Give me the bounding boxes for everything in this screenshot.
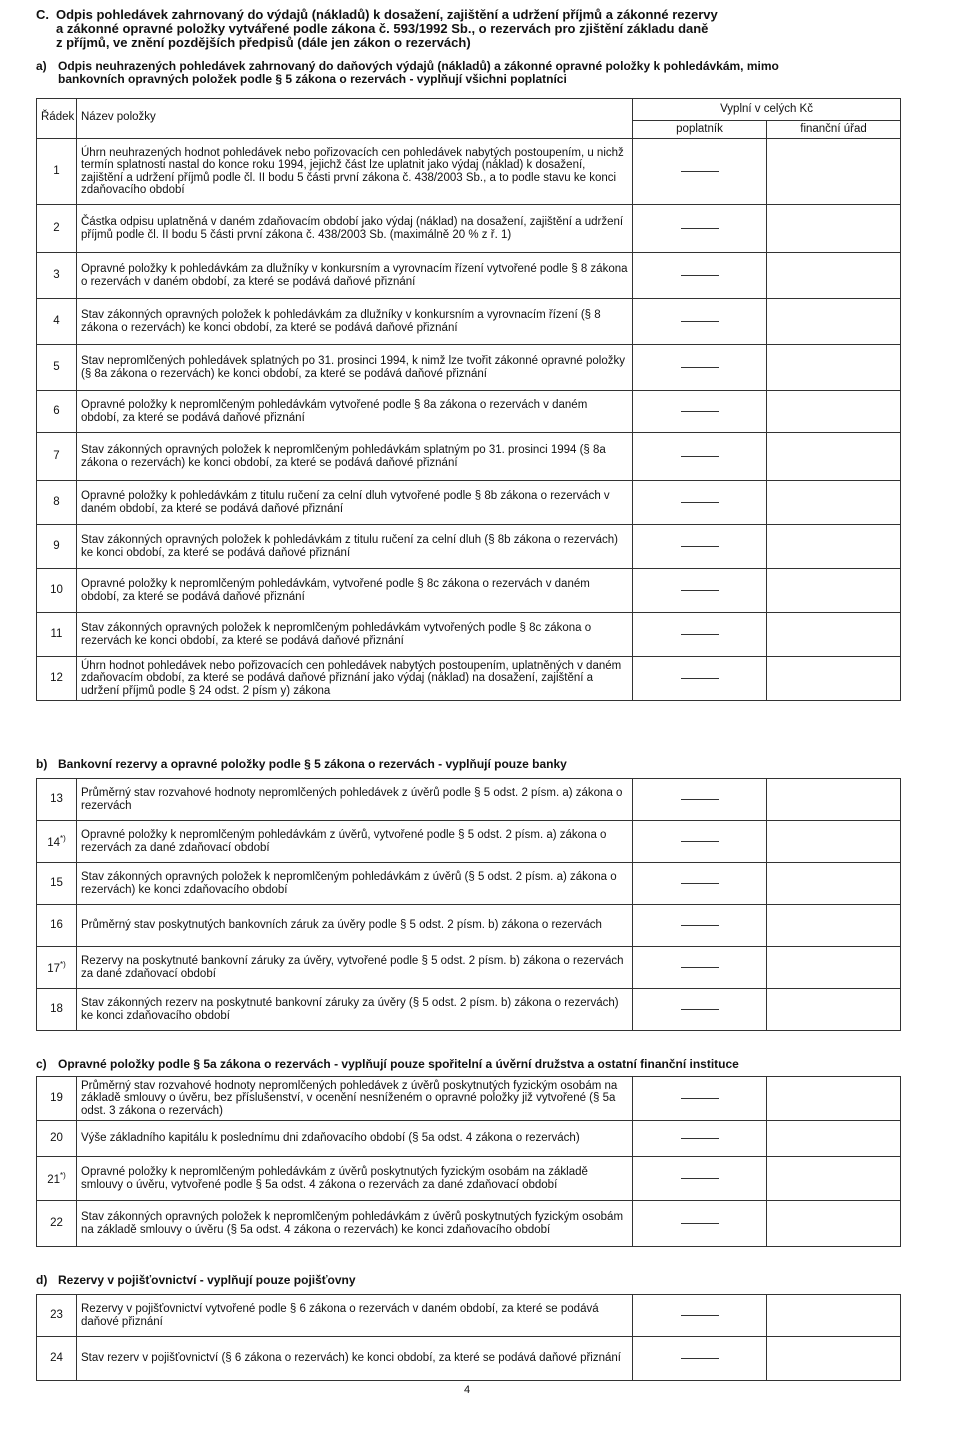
- table-section-d: [36, 1294, 901, 1381]
- row-description: Průměrný stav rozvahové hodnoty nepromlčených pohledávek z úvěrů podle § 5 odst. 2 písm. a) zákona o rezervách: [77, 779, 633, 821]
- table-row: [37, 1295, 901, 1337]
- poplatnik-value-field[interactable]: [633, 433, 767, 481]
- table-row: [37, 433, 901, 481]
- row-description: Stav nepromlčených pohledávek splatných po 31. prosinci 1994, k nimž lze tvořit zákonné opravné položky (§ 8a zákona o rezervách) ke konci období, za které se podává daňové přiznání: [77, 345, 633, 391]
- section-letter: c): [36, 1057, 47, 1071]
- poplatnik-value-field[interactable]: [633, 1077, 767, 1121]
- row-description: Výše základního kapitálu k poslednímu dni zdaňovacího období (§ 5a odst. 4 zákona o rezervách): [77, 1121, 633, 1157]
- section-c-header: [36, 8, 936, 50]
- row-number-value: 22: [50, 1217, 63, 1230]
- row-number: [37, 433, 77, 481]
- header-line-3: z příjmů, ve znění pozdějších předpisů (dále jen zákon o rezervách): [56, 35, 471, 50]
- row-number: [37, 345, 77, 391]
- poplatnik-value-field[interactable]: [633, 299, 767, 345]
- row-number: [37, 525, 77, 569]
- row-number: [37, 299, 77, 345]
- poplatnik-value-field[interactable]: [633, 1337, 767, 1381]
- row-number: [37, 1121, 77, 1157]
- financni-urad-value-field: [767, 569, 901, 613]
- table-section-a: [36, 98, 901, 701]
- row-number: [37, 657, 77, 701]
- row-number: [37, 989, 77, 1031]
- financni-urad-value-field: [767, 139, 901, 205]
- table-section-b: [36, 778, 901, 1031]
- row-number-value: 17: [47, 963, 60, 976]
- blank-line: [681, 367, 719, 368]
- poplatnik-value-field[interactable]: [633, 481, 767, 525]
- table-row: [37, 947, 901, 989]
- blank-line: [681, 967, 719, 968]
- table-row: [37, 391, 901, 433]
- financni-urad-value-field: [767, 1121, 901, 1157]
- row-number-value: 10: [50, 584, 63, 597]
- table-row: [37, 205, 901, 253]
- row-number-value: 13: [50, 793, 63, 806]
- poplatnik-value-field[interactable]: [633, 391, 767, 433]
- blank-line: [681, 228, 719, 229]
- financni-urad-value-field: [767, 1295, 901, 1337]
- row-description: Stav zákonných opravných položek k pohledávkám za dlužníky v konkursním a vyrovnacím řízení (§ 8 zákona o rezervách) ke konci období, za které se podává daňové přiznání: [77, 299, 633, 345]
- col-header-poplatnik: poplatník: [633, 121, 767, 139]
- poplatnik-value-field[interactable]: [633, 253, 767, 299]
- row-number: [37, 863, 77, 905]
- section-c-text: Opravné položky podle § 5a zákona o rezervách - vyplňují pouze spořitelní a úvěrní družstva a ostatní finanční instituce: [58, 1057, 739, 1071]
- row-description: Rezervy na poskytnuté bankovní záruky za úvěry, vytvořené podle § 5 odst. 2 písm. b) zákona o rezervách za dané zdaňovací období: [77, 947, 633, 989]
- row-number-value: 3: [53, 269, 60, 282]
- col-header-radek: Řádek: [37, 99, 77, 139]
- row-footnote-mark: *): [60, 960, 66, 970]
- row-footnote-mark: *): [60, 1171, 66, 1181]
- row-number-value: 4: [53, 315, 60, 328]
- table-row: [37, 525, 901, 569]
- financni-urad-value-field: [767, 205, 901, 253]
- row-number: [37, 779, 77, 821]
- section-letter: b): [36, 757, 48, 771]
- blank-line: [681, 590, 719, 591]
- blank-line: [681, 634, 719, 635]
- financni-urad-value-field: [767, 863, 901, 905]
- row-number-value: 23: [50, 1309, 63, 1322]
- section-a-line-2: bankovních opravných položek podle § 5 zákona o rezervách - vyplňují všichni poplatníci: [58, 72, 567, 86]
- table-row: [37, 1337, 901, 1381]
- blank-line: [681, 1178, 719, 1179]
- poplatnik-value-field[interactable]: [633, 139, 767, 205]
- row-number-value: 18: [50, 1003, 63, 1016]
- financni-urad-value-field: [767, 657, 901, 701]
- blank-line: [681, 456, 719, 457]
- table-row: [37, 863, 901, 905]
- blank-line: [681, 546, 719, 547]
- row-number: [37, 205, 77, 253]
- table-row: [37, 345, 901, 391]
- row-number: [37, 139, 77, 205]
- financni-urad-value-field: [767, 989, 901, 1031]
- row-number: [37, 1157, 77, 1201]
- row-description: Opravné položky k pohledávkám za dlužníky v konkursním a vyrovnacím řízení vytvořené podle § 8 zákona o rezervách v daném období, za které se podává daňové přiznání: [77, 253, 633, 299]
- row-number-value: 24: [50, 1352, 63, 1365]
- row-number-value: 1: [53, 165, 60, 178]
- blank-line: [681, 1138, 719, 1139]
- blank-line: [681, 502, 719, 503]
- financni-urad-value-field: [767, 253, 901, 299]
- poplatnik-value-field[interactable]: [633, 613, 767, 657]
- row-description: Stav zákonných opravných položek k nepromlčeným pohledávkám vytvořených podle § 8c zákona o rezervách ke konci období, za které se podává daňové přiznání: [77, 613, 633, 657]
- section-a-title: [36, 60, 916, 86]
- poplatnik-value-field[interactable]: [633, 989, 767, 1031]
- financni-urad-value-field: [767, 433, 901, 481]
- table-section-c: [36, 1076, 901, 1247]
- table-row: [37, 1201, 901, 1247]
- poplatnik-value-field[interactable]: [633, 863, 767, 905]
- blank-line: [681, 925, 719, 926]
- row-number: [37, 253, 77, 299]
- poplatnik-value-field[interactable]: [633, 657, 767, 701]
- poplatnik-value-field[interactable]: [633, 779, 767, 821]
- page-number: 4: [464, 1384, 471, 1396]
- row-description: Opravné položky k pohledávkám z titulu ručení za celní dluh vytvořené podle § 8b zákona o rezervách v daném období, za které se podává daňové přiznání: [77, 481, 633, 525]
- col-header-vyplni: Vyplní v celých Kč: [633, 99, 901, 121]
- row-number: [37, 1337, 77, 1381]
- poplatnik-value-field[interactable]: [633, 821, 767, 863]
- row-number-value: 6: [53, 405, 60, 418]
- row-description: Částka odpisu uplatněná v daném zdaňovacím období jako výdaj (náklad) na dosažení, zajištění a udržení příjmů podle čl. II bodu 5 části první zákona č. 438/2003 Sb. (maximálně 20 % z ř. 1): [77, 205, 633, 253]
- blank-line: [681, 1223, 719, 1224]
- row-number-value: 8: [53, 496, 60, 509]
- poplatnik-value-field[interactable]: [633, 569, 767, 613]
- row-description: Opravné položky k nepromlčeným pohledávkám vytvořené podle § 8a zákona o rezervách v daném období, za které se podává daňové přiznání: [77, 391, 633, 433]
- row-number: [37, 391, 77, 433]
- row-number: [37, 947, 77, 989]
- row-description: Stav zákonných opravných položek k pohledávkám z titulu ručení za celní dluh (§ 8b zákona o rezervách) ke konci období, za které se podává daňové přiznání: [77, 525, 633, 569]
- table-row: [37, 905, 901, 947]
- row-number: [37, 905, 77, 947]
- financni-urad-value-field: [767, 525, 901, 569]
- table-row: [37, 613, 901, 657]
- row-description: Stav zákonných rezerv na poskytnuté bankovní záruky za úvěry (§ 5 odst. 2 písm. b) zákona o rezervách) ke konci zdaňovacího období: [77, 989, 633, 1031]
- row-description: Průměrný stav rozvahové hodnoty nepromlčených pohledávek z úvěrů poskytnutých fyzickým osobám na základě smlouvy o úvěru, bez příslušenství, v ocenění nesníženém o opravné položky již vytvořené (§ 5a odst. 3 zákona o rezervách): [77, 1077, 633, 1121]
- row-number-value: 11: [50, 628, 63, 641]
- row-number-value: 20: [50, 1132, 63, 1145]
- section-d-title: [36, 1274, 356, 1287]
- blank-line: [681, 171, 719, 172]
- financni-urad-value-field: [767, 391, 901, 433]
- row-description: Stav rezerv v pojišťovnictví (§ 6 zákona o rezervách) ke konci období, za které se podává daňové přiznání: [77, 1337, 633, 1381]
- financni-urad-value-field: [767, 947, 901, 989]
- financni-urad-value-field: [767, 821, 901, 863]
- row-number: [37, 613, 77, 657]
- row-number-value: 19: [50, 1092, 63, 1105]
- row-number: [37, 481, 77, 525]
- poplatnik-value-field[interactable]: [633, 525, 767, 569]
- section-letter: a): [36, 59, 47, 73]
- row-description: Opravné položky k nepromlčeným pohledávkám, vytvořené podle § 8c zákona o rezervách v daném období, za které se podává daňové přiznání: [77, 569, 633, 613]
- poplatnik-value-field[interactable]: [633, 205, 767, 253]
- blank-line: [681, 411, 719, 412]
- blank-line: [681, 883, 719, 884]
- row-footnote-mark: *): [60, 834, 66, 844]
- financni-urad-value-field: [767, 481, 901, 525]
- blank-line: [681, 1358, 719, 1359]
- table-row: [37, 253, 901, 299]
- row-description: Rezervy v pojišťovnictví vytvořené podle § 6 zákona o rezervách v daném období, za které se podává daňové přiznání: [77, 1295, 633, 1337]
- poplatnik-value-field[interactable]: [633, 1295, 767, 1337]
- financni-urad-value-field: [767, 1337, 901, 1381]
- section-d-text: Rezervy v pojišťovnictví - vyplňují pouze pojišťovny: [58, 1273, 356, 1287]
- row-description: Stav zákonných opravných položek k nepromlčeným pohledávkám z úvěrů (§ 5 odst. 2 písm. a) zákona o rezervách) ke konci zdaňovacího období: [77, 863, 633, 905]
- row-number-value: 9: [53, 540, 60, 553]
- row-number-value: 7: [53, 450, 60, 463]
- financni-urad-value-field: [767, 1157, 901, 1201]
- row-number: [37, 1295, 77, 1337]
- table-row: [37, 569, 901, 613]
- blank-line: [681, 841, 719, 842]
- poplatnik-value-field[interactable]: [633, 905, 767, 947]
- col-header-financni-urad: finanční úřad: [767, 121, 901, 139]
- row-description: Opravné položky k nepromlčeným pohledávkám z úvěrů poskytnutých fyzickým osobám na základě smlouvy o úvěru, vytvořené podle § 5a odst. 4 zákona o rezervách za dané zdaňovací období: [77, 1157, 633, 1201]
- row-number-value: 2: [53, 222, 60, 235]
- blank-line: [681, 275, 719, 276]
- row-description: Stav zákonných opravných položek k nepromlčeným pohledávkám z úvěrů poskytnutých fyzickým osobám na základě smlouvy o úvěru (§ 5a odst. 4 zákona o rezervách) ke konci zdaňovacího období: [77, 1201, 633, 1247]
- table-row: [37, 1077, 901, 1121]
- header-line-1: Odpis pohledávek zahrnovaný do výdajů (nákladů) k dosažení, zajištění a udržení příjmů a zákonné rezervy: [56, 7, 718, 22]
- poplatnik-value-field[interactable]: [633, 1121, 767, 1157]
- poplatnik-value-field[interactable]: [633, 1157, 767, 1201]
- row-description: Úhrn hodnot pohledávek nebo pořizovacích cen pohledávek nabytých postoupením, uplatněných v daném zdaňovacím období, za které se podává daňové přiznání jako výdaj (náklad) na dosažení, zajištění a udržení příjmů podle § 24 odst. 2 písm y) zákona: [77, 657, 633, 701]
- poplatnik-value-field[interactable]: [633, 345, 767, 391]
- table-row: [37, 139, 901, 205]
- row-number-value: 5: [53, 361, 60, 374]
- financni-urad-value-field: [767, 345, 901, 391]
- blank-line: [681, 1009, 719, 1010]
- row-number-value: 12: [50, 672, 63, 685]
- blank-line: [681, 678, 719, 679]
- row-number-value: 21: [47, 1174, 60, 1187]
- section-a-line-1: Odpis neuhrazených pohledávek zahrnovaný do daňových výdajů (nákladů) a zákonné opravné položky k pohledávkám, mimo: [58, 59, 779, 73]
- section-c-title: [36, 1058, 739, 1071]
- row-number-value: 14: [47, 837, 60, 850]
- financni-urad-value-field: [767, 1201, 901, 1247]
- row-number: [37, 569, 77, 613]
- blank-line: [681, 799, 719, 800]
- blank-line: [681, 1315, 719, 1316]
- table-row: [37, 989, 901, 1031]
- header-line-2: a zákonné opravné položky vytvářené podle zákona č. 593/1992 Sb., o rezervách pro zjištění základu daně: [56, 21, 709, 36]
- row-number-value: 16: [50, 919, 63, 932]
- section-b-title: [36, 758, 567, 771]
- row-description: Úhrn neuhrazených hodnot pohledávek nebo pořizovacích cen pohledávek nabytých postoupením, u nichž termín splatnosti nastal do konce roku 1994, jejichž část lze uplatnit jako výdaj (náklad) k dosažení, zajištění a udržení příjmů podle čl. II bodu 5 části první zákona č. 438/2003 Sb., a to podle stavu ke konci zdaňovacího období: [77, 139, 633, 205]
- financni-urad-value-field: [767, 905, 901, 947]
- poplatnik-value-field[interactable]: [633, 947, 767, 989]
- col-header-nazev: Název položky: [77, 99, 633, 139]
- table-row: [37, 299, 901, 345]
- financni-urad-value-field: [767, 299, 901, 345]
- row-number: [37, 1201, 77, 1247]
- poplatnik-value-field[interactable]: [633, 1201, 767, 1247]
- financni-urad-value-field: [767, 613, 901, 657]
- table-row: [37, 481, 901, 525]
- section-b-text: Bankovní rezervy a opravné položky podle § 5 zákona o rezervách - vyplňují pouze banky: [58, 757, 567, 771]
- row-number: [37, 821, 77, 863]
- financni-urad-value-field: [767, 1077, 901, 1121]
- blank-line: [681, 321, 719, 322]
- table-row: [37, 1157, 901, 1201]
- table-row: [37, 779, 901, 821]
- row-description: Stav zákonných opravných položek k nepromlčeným pohledávkám splatným po 31. prosinci 1994 (§ 8a zákona o rezervách) ke konci období, za které se podává daňové přiznání: [77, 433, 633, 481]
- blank-line: [681, 1098, 719, 1099]
- section-letter: C.: [36, 7, 49, 22]
- row-description: Opravné položky k nepromlčeným pohledávkám z úvěrů, vytvořené podle § 5 odst. 2 písm. a) zákona o rezervách za dané zdaňovací období: [77, 821, 633, 863]
- table-row: [37, 821, 901, 863]
- financni-urad-value-field: [767, 779, 901, 821]
- row-description: Průměrný stav poskytnutých bankovních záruk za úvěry podle § 5 odst. 2 písm. b) zákona o rezervách: [77, 905, 633, 947]
- row-number: [37, 1077, 77, 1121]
- table-row: [37, 657, 901, 701]
- table-row: [37, 1121, 901, 1157]
- row-number-value: 15: [50, 877, 63, 890]
- section-letter: d): [36, 1273, 48, 1287]
